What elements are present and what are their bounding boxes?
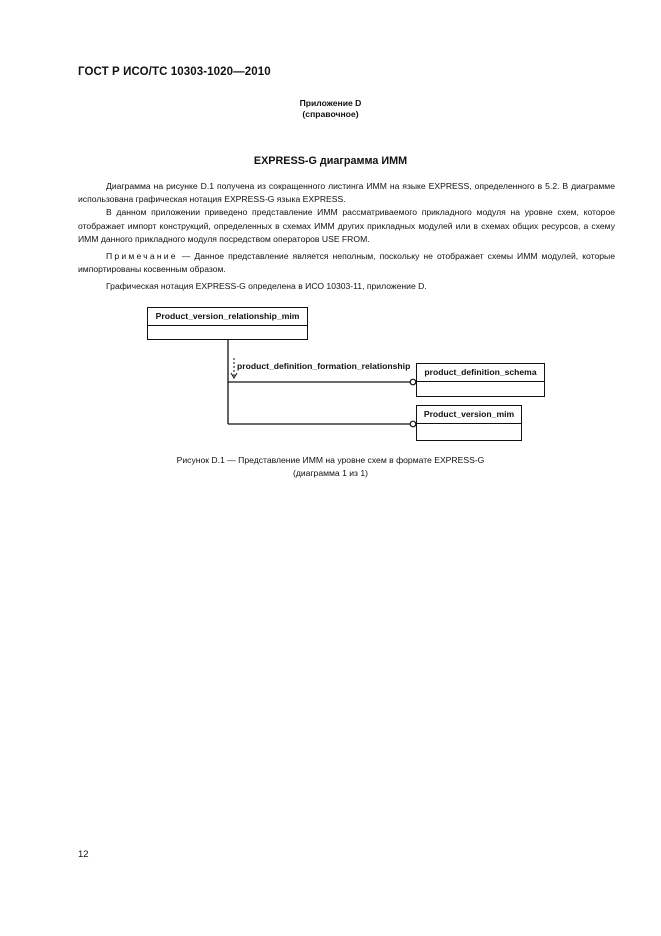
schema-name-target-2: Product_version_mim [417,406,521,424]
document-header: ГОСТ Р ИСО/ТС 10303-1020—2010 [78,66,271,78]
schema-box-source [147,307,308,340]
schema-box-target-1 [416,363,545,397]
schema-box-target-2 [416,405,522,441]
relation-label: product_definition_formation_relationship [237,361,411,371]
express-g-diagram [0,300,661,450]
branch-end-circle-2 [410,421,416,427]
branch-end-circle-1 [410,379,416,385]
paragraph-1: Диаграмма на рисунке D.1 получена из сокращенного листинга ИММ на языке EXPRESS, определенного в 5.2. В диаграмме использована графическая нотация EXPRESS-G языка EXPRESS. [78,181,615,205]
note-paragraph [78,250,615,276]
figure-caption-subtitle: (диаграмма 1 из 1) [292,468,369,478]
body-text [78,180,615,294]
paragraph-2: В данном приложении приведено представление ИММ рассматриваемого прикладного модуля на уровне схем, которое отображает импорт конструкций, определенных в схемах ИММ других прикладных модулей или в схемах общих ресурсов, а схему ИММ данного прикладного модуля посредством операторов USE FROM. [78,207,615,244]
figure-caption: Рисунок D.1 — Представление ИММ на уровне схем в формате EXPRESS-G [176,455,485,465]
note-lead: Примечание [106,251,178,262]
schema-name-target-1: product_definition_schema [417,364,544,382]
note-text: — Данное представление является неполным, поскольку не отображает схемы ИММ модулей, которые импортированы косвенным образом. [78,251,615,275]
annex-title: Приложение D [299,98,362,108]
diagram-lines [0,300,661,450]
annex-status: (справочное) [302,109,359,119]
schema-name-source: Product_version_relationship_mim [148,308,307,326]
paragraph-3: Графическая нотация EXPRESS-G определена в ИСО 10303-11, приложение D. [106,281,427,292]
page-number: 12 [78,849,89,860]
section-title: EXPRESS-G диаграмма ИММ [253,155,408,167]
